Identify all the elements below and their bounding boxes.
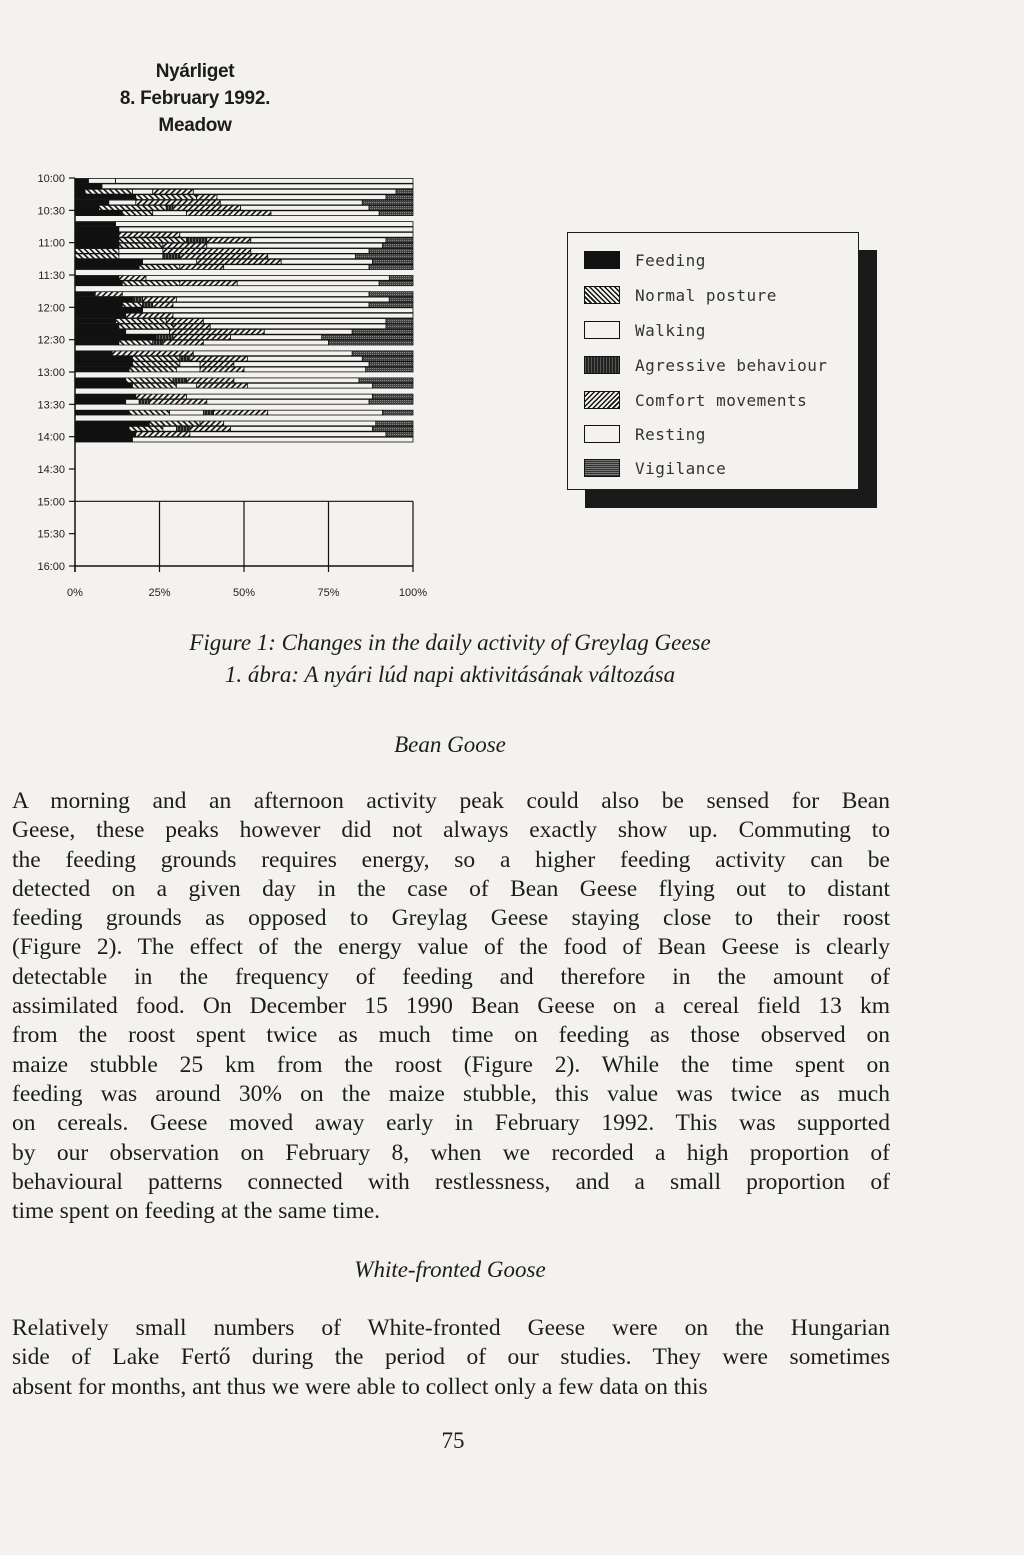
bar-segment-normal bbox=[119, 232, 180, 237]
bar-segment-feeding bbox=[75, 426, 129, 431]
vigilance-swatch bbox=[584, 459, 620, 477]
text-line: absent for months, ant thus we were able to collect only a few data on this bbox=[12, 1373, 708, 1400]
bar-segment-feeding bbox=[75, 179, 89, 184]
y-tick-label: 13:00 bbox=[37, 367, 65, 379]
bar-segment-vigilance bbox=[386, 195, 413, 200]
bar-segment-resting bbox=[264, 329, 352, 334]
bar-segment-resting bbox=[176, 297, 389, 302]
bar-segment-walking bbox=[176, 383, 196, 388]
bar-segment-normal bbox=[170, 329, 265, 334]
bar-segment-resting bbox=[173, 313, 413, 318]
y-tick-label: 15:30 bbox=[37, 528, 65, 541]
bar-segment-resting bbox=[203, 340, 328, 345]
figure-caption-english: Figure 1: Changes in the daily activity of Greylag Geese bbox=[189, 630, 711, 655]
bar-segment-comfort bbox=[129, 426, 163, 431]
bar-segment-resting bbox=[180, 232, 413, 237]
bar-segment-resting bbox=[122, 292, 369, 297]
bar-segment-comfort bbox=[139, 265, 180, 270]
bar-segment-resting bbox=[210, 324, 386, 329]
bar-segment-vigilance bbox=[372, 426, 413, 431]
bar-segment-vigilance bbox=[372, 394, 413, 399]
bar-segment-normal bbox=[112, 351, 193, 356]
bar-segment-agressive bbox=[187, 238, 207, 243]
bar-segment-normal bbox=[180, 254, 268, 259]
bar-segment-normal bbox=[173, 205, 241, 210]
bar-segment-feeding bbox=[75, 265, 139, 270]
y-tick-label: 16:00 bbox=[37, 561, 65, 573]
bar-segment-resting bbox=[193, 189, 396, 194]
bar-segment-vigilance bbox=[386, 432, 413, 437]
bar-segment-normal bbox=[163, 249, 251, 254]
bar-segment-normal bbox=[95, 292, 122, 297]
bar-segment-resting bbox=[217, 195, 386, 200]
bar-segment-comfort bbox=[119, 238, 187, 243]
y-tick-label: 14:30 bbox=[37, 464, 65, 476]
bar-segment-comfort bbox=[133, 383, 177, 388]
bar-segment-normal bbox=[136, 432, 190, 437]
bar-segment-resting bbox=[251, 249, 369, 254]
bar-segment-comfort bbox=[126, 378, 173, 383]
bar-segment-agressive bbox=[176, 426, 190, 431]
bar-segment-comfort bbox=[122, 211, 152, 216]
bar-segment-walking bbox=[143, 259, 197, 264]
bar-segment-vigilance bbox=[383, 410, 413, 415]
bar-segment-vigilance bbox=[383, 243, 413, 248]
bar-segment-normal bbox=[153, 189, 194, 194]
bar-segment-resting bbox=[173, 302, 369, 307]
bar-segment-normal bbox=[200, 421, 224, 426]
bar-segment-vigilance bbox=[389, 276, 413, 281]
bar-segment-resting bbox=[187, 394, 373, 399]
bar-segment-vigilance bbox=[386, 319, 413, 324]
x-tick-label: 75% bbox=[317, 587, 340, 599]
bar-segment-feeding bbox=[75, 362, 133, 367]
bar-segment-resting bbox=[247, 383, 372, 388]
text-line: feeding was around 30% on the maize stubble, this value was twice as much bbox=[12, 1080, 890, 1107]
bar-segment-resting bbox=[237, 281, 379, 286]
bar-segment-resting bbox=[234, 362, 369, 367]
text-line: the feeding grounds requires energy, so a higher feeding activity can be bbox=[12, 846, 890, 873]
bar-segment-agressive bbox=[180, 356, 190, 361]
text-line: detected on a given day in the case of Bean Geese flying out to distant bbox=[12, 875, 890, 902]
bar-segment-normal bbox=[163, 243, 207, 248]
bar-segment-normal bbox=[173, 335, 231, 340]
bar-segment-feeding bbox=[75, 378, 126, 383]
bar-segment-vigilance bbox=[372, 383, 413, 388]
bar-segment-feeding bbox=[75, 410, 129, 415]
bar-segment-walking bbox=[89, 179, 116, 184]
bar-segment-vigilance bbox=[356, 254, 414, 259]
text-line: feeding grounds as opposed to Greylag Geese staying close to their roost bbox=[12, 905, 890, 932]
bar-segment-resting bbox=[133, 437, 414, 442]
legend-label: Comfort movements bbox=[635, 390, 808, 410]
bar-segment-resting bbox=[244, 367, 366, 372]
bar-segment-feeding bbox=[75, 308, 143, 313]
bar-segment-comfort bbox=[119, 340, 153, 345]
bar-segment-resting bbox=[102, 184, 413, 189]
bar-segment-agressive bbox=[173, 378, 187, 383]
bar-segment-agressive bbox=[163, 254, 180, 259]
bar-segment-vigilance bbox=[369, 249, 413, 254]
bar-segment-agressive bbox=[203, 410, 213, 415]
bar-segment-resting bbox=[116, 179, 413, 184]
bar-segment-walking bbox=[119, 249, 163, 254]
chart-bars bbox=[75, 179, 413, 443]
bar-segment-normal bbox=[166, 319, 203, 324]
bar-segment-feeding bbox=[75, 200, 109, 205]
bar-segment-feeding bbox=[75, 340, 119, 345]
bar-segment-agressive bbox=[133, 297, 143, 302]
y-tick-label: 10:00 bbox=[37, 173, 65, 185]
bar-segment-comfort bbox=[133, 356, 180, 361]
text-line: by our observation on February 8, when we recorded a high proportion of bbox=[12, 1139, 890, 1166]
bar-segment-vigilance bbox=[396, 189, 413, 194]
bar-segment-vigilance bbox=[352, 351, 413, 356]
text-line: detectable in the frequency of feeding and therefore in the amount of bbox=[12, 963, 890, 990]
bar-segment-resting bbox=[268, 410, 383, 415]
bar-segment-feeding bbox=[75, 227, 119, 232]
bar-segment-vigilance bbox=[359, 378, 413, 383]
y-tick-label: 14:00 bbox=[37, 431, 65, 444]
bar-segment-feeding bbox=[75, 335, 156, 340]
legend-item-vigilance bbox=[584, 455, 726, 481]
bar-segment-walking bbox=[163, 426, 177, 431]
bar-segment-feeding bbox=[75, 432, 136, 437]
bar-segment-normal bbox=[163, 340, 204, 345]
bar-segment-comfort bbox=[116, 319, 167, 324]
chart-title-line-1: Nyárliget bbox=[155, 61, 235, 82]
bar-segment-walking bbox=[133, 189, 153, 194]
legend-label: Walking bbox=[635, 320, 706, 340]
bar-segment-vigilance bbox=[386, 238, 413, 243]
bar-segment-feeding bbox=[75, 302, 122, 307]
bar-segment-vigilance bbox=[389, 297, 413, 302]
bar-segment-agressive bbox=[153, 340, 163, 345]
bar-segment-vigilance bbox=[369, 362, 413, 367]
y-tick-label: 13:30 bbox=[37, 399, 65, 412]
bar-segment-walking bbox=[109, 200, 136, 205]
bar-segment-vigilance bbox=[369, 205, 413, 210]
chart-legend bbox=[567, 232, 859, 490]
bar-segment-normal bbox=[197, 195, 217, 200]
bar-segment-normal bbox=[173, 324, 210, 329]
bar-segment-feeding bbox=[75, 281, 122, 286]
bar-segment-vigilance bbox=[369, 292, 413, 297]
bar-segment-agressive bbox=[139, 399, 149, 404]
bar-segment-normal bbox=[119, 276, 146, 281]
bar-segment-walking bbox=[119, 254, 163, 259]
bar-segment-resting bbox=[203, 319, 386, 324]
bar-segment-vigilance bbox=[366, 367, 413, 372]
bar-segment-resting bbox=[231, 426, 373, 431]
text-line: A morning and an afternoon activity peak could also be sensed for Bean bbox=[12, 788, 890, 814]
bar-segment-comfort bbox=[133, 362, 180, 367]
chart-title bbox=[100, 58, 290, 139]
chart-title-line-3: Meadow bbox=[158, 115, 232, 136]
activity-bar-chart bbox=[0, 160, 460, 610]
legend-label: Agressive behaviour bbox=[635, 355, 828, 375]
bar-segment-feeding bbox=[75, 184, 102, 189]
bar-segment-resting bbox=[207, 399, 369, 404]
text-line: (Figure 2). The effect of the energy value of the food of Bean Geese is clearly bbox=[12, 934, 890, 961]
bar-segment-feeding bbox=[75, 351, 112, 356]
bar-segment-feeding bbox=[75, 189, 85, 194]
bar-segment-vigilance bbox=[369, 265, 413, 270]
y-tick-label: 15:00 bbox=[37, 496, 65, 509]
bar-segment-feeding bbox=[75, 329, 126, 334]
bar-segment-agressive bbox=[156, 335, 173, 340]
bar-segment-comfort bbox=[122, 302, 142, 307]
x-tick-label: 25% bbox=[148, 587, 171, 599]
bar-segment-feeding bbox=[75, 195, 136, 200]
bar-segment-normal bbox=[190, 356, 248, 361]
bar-segment-vigilance bbox=[352, 329, 413, 334]
bar-segment-normal bbox=[190, 426, 231, 431]
bar-segment-vigilance bbox=[379, 211, 413, 216]
bar-segment-vigilance bbox=[376, 421, 413, 426]
bar-segment-normal bbox=[143, 297, 177, 302]
legend-item-normal-posture bbox=[584, 282, 777, 308]
bar-segment-resting bbox=[193, 351, 352, 356]
bar-segment-comfort bbox=[119, 243, 163, 248]
bar-segment-feeding bbox=[75, 394, 136, 399]
bar-segment-resting bbox=[220, 200, 362, 205]
bar-segment-resting bbox=[116, 222, 413, 227]
bar-segment-resting bbox=[143, 308, 413, 313]
bar-segment-comfort bbox=[149, 421, 200, 426]
bar-segment-walking bbox=[126, 399, 140, 404]
bar-segment-resting bbox=[231, 335, 322, 340]
bar-segment-walking bbox=[170, 410, 204, 415]
bar-segment-resting bbox=[234, 378, 359, 383]
bar-segment-normal bbox=[214, 410, 268, 415]
x-tick-label: 100% bbox=[398, 587, 428, 599]
text-line: side of Lake Fertő during the period of our studies. They were sometimes bbox=[12, 1344, 890, 1371]
bar-segment-feeding bbox=[75, 238, 119, 243]
bar-segment-agressive bbox=[143, 302, 153, 307]
bar-segment-walking bbox=[176, 367, 200, 372]
bar-segment-vigilance bbox=[329, 340, 414, 345]
legend-item-walking bbox=[584, 317, 706, 343]
bar-segment-feeding bbox=[75, 399, 126, 404]
bar-segment-resting bbox=[251, 238, 386, 243]
resting-swatch bbox=[584, 425, 620, 443]
bar-segment-resting bbox=[224, 265, 369, 270]
x-tick-label: 0% bbox=[67, 587, 83, 599]
bar-segment-walking bbox=[153, 211, 187, 216]
bar-segment-normal bbox=[200, 362, 234, 367]
bar-segment-resting bbox=[190, 432, 386, 437]
bar-segment-resting bbox=[207, 243, 383, 248]
bar-segment-normal bbox=[153, 302, 173, 307]
bar-segment-feeding bbox=[75, 319, 116, 324]
bar-segment-comfort bbox=[75, 254, 119, 259]
bar-segment-feeding bbox=[75, 292, 95, 297]
bar-segment-feeding bbox=[75, 297, 133, 302]
normal-posture-swatch bbox=[584, 286, 620, 304]
bar-segment-resting bbox=[247, 356, 362, 361]
bar-segment-normal bbox=[149, 399, 207, 404]
bar-segment-feeding bbox=[75, 276, 119, 281]
text-line: behavioural patterns connected with restlessness, and a small proportion of bbox=[12, 1168, 890, 1195]
legend-item-agressive bbox=[584, 352, 828, 378]
bar-segment-resting bbox=[146, 276, 389, 281]
text-line: Geese, these peaks however did not always exactly show up. Commuting to bbox=[12, 817, 890, 844]
bar-segment-resting bbox=[271, 211, 379, 216]
text-line: Relatively small numbers of White-fronted Geese were on the Hungarian bbox=[12, 1315, 890, 1341]
bar-segment-vigilance bbox=[362, 200, 413, 205]
bar-segment-resting bbox=[224, 421, 376, 426]
bar-segment-feeding bbox=[75, 205, 99, 210]
text-line: assimilated food. On December 15 1990 Bean Geese on a cereal field 13 km bbox=[12, 993, 890, 1020]
bar-segment-vigilance bbox=[372, 259, 413, 264]
legend-label: Feeding bbox=[635, 250, 706, 270]
paragraph-bean-goose bbox=[12, 787, 890, 1226]
section-heading-bean-goose: Bean Goose bbox=[394, 732, 506, 757]
text-line: from the roost spent twice as much time on feeding as those observed on bbox=[12, 1022, 890, 1049]
chart-title-line-2: 8. February 1992. bbox=[119, 88, 271, 109]
bar-segment-feeding bbox=[75, 211, 122, 216]
bar-segment-normal bbox=[197, 259, 282, 264]
bar-segment-comfort bbox=[129, 367, 176, 372]
bar-segment-walking bbox=[126, 329, 170, 334]
bar-segment-vigilance bbox=[369, 302, 413, 307]
bar-segment-comfort bbox=[122, 281, 180, 286]
bar-segment-normal bbox=[200, 367, 244, 372]
bar-segment-resting bbox=[268, 254, 356, 259]
bar-segment-comfort bbox=[75, 249, 119, 254]
bar-segment-normal bbox=[207, 238, 251, 243]
bar-segment-vigilance bbox=[386, 324, 413, 329]
bar-segment-feeding bbox=[75, 243, 119, 248]
bar-segment-feeding bbox=[75, 313, 126, 318]
x-tick-label: 50% bbox=[232, 587, 256, 599]
bar-segment-feeding bbox=[75, 259, 143, 264]
bar-segment-comfort bbox=[119, 324, 173, 329]
y-tick-label: 10:30 bbox=[37, 205, 65, 218]
bar-segment-walking bbox=[180, 362, 200, 367]
agressive-swatch bbox=[584, 356, 620, 374]
bar-segment-normal bbox=[187, 211, 272, 216]
bar-segment-vigilance bbox=[322, 335, 413, 340]
legend-item-feeding bbox=[584, 247, 706, 273]
bar-segment-normal bbox=[197, 383, 248, 388]
bar-segment-normal bbox=[187, 378, 234, 383]
y-tick-label: 11:30 bbox=[38, 270, 65, 282]
bar-segment-resting bbox=[241, 205, 369, 210]
y-tick-label: 11:00 bbox=[38, 237, 65, 250]
bar-segment-normal bbox=[180, 281, 238, 286]
legend-label: Normal posture bbox=[635, 285, 777, 305]
legend-item-resting bbox=[584, 421, 706, 447]
bar-segment-comfort bbox=[136, 195, 197, 200]
bar-segment-feeding bbox=[75, 421, 149, 426]
bar-segment-vigilance bbox=[362, 356, 413, 361]
legend-label: Resting bbox=[635, 424, 706, 444]
legend-label: Vigilance bbox=[635, 458, 727, 478]
bar-segment-comfort bbox=[99, 205, 167, 210]
legend-item-comfort bbox=[584, 387, 807, 413]
page-number: 75 bbox=[441, 1428, 465, 1453]
figure-caption-hungarian: 1. ábra: A nyári lúd napi aktivitásának változása bbox=[224, 662, 676, 687]
bar-segment-normal bbox=[126, 313, 173, 318]
bar-segment-feeding bbox=[75, 222, 116, 227]
bar-segment-feeding bbox=[75, 356, 133, 361]
bar-segment-normal bbox=[136, 200, 221, 205]
feeding-swatch bbox=[584, 251, 620, 269]
bar-segment-feeding bbox=[75, 367, 129, 372]
bar-segment-vigilance bbox=[379, 281, 413, 286]
y-tick-label: 12:00 bbox=[37, 302, 65, 315]
walking-swatch bbox=[584, 321, 620, 339]
text-line: on cereals. Geese moved away early in February 1992. This was supported bbox=[12, 1110, 890, 1137]
bar-segment-feeding bbox=[75, 437, 133, 442]
bar-segment-resting bbox=[119, 227, 413, 232]
text-line: maize stubble 25 km from the roost (Figure 2). While the time spent on bbox=[12, 1051, 890, 1078]
bar-segment-resting bbox=[281, 259, 372, 264]
text-line: time spent on feeding at the same time. bbox=[12, 1198, 381, 1225]
bar-segment-normal bbox=[180, 265, 224, 270]
y-tick-label: 12:30 bbox=[37, 334, 65, 347]
bar-segment-agressive bbox=[166, 205, 173, 210]
bar-segment-normal bbox=[136, 394, 187, 399]
section-heading-white-fronted-goose: White-fronted Goose bbox=[354, 1257, 546, 1282]
comfort-swatch bbox=[584, 391, 620, 409]
paragraph-white-fronted-goose bbox=[12, 1314, 890, 1402]
bar-segment-feeding bbox=[75, 232, 119, 237]
bar-segment-feeding bbox=[75, 324, 119, 329]
bar-segment-vigilance bbox=[369, 399, 413, 404]
bar-segment-comfort bbox=[129, 410, 170, 415]
bar-segment-comfort bbox=[85, 189, 132, 194]
bar-segment-feeding bbox=[75, 383, 133, 388]
